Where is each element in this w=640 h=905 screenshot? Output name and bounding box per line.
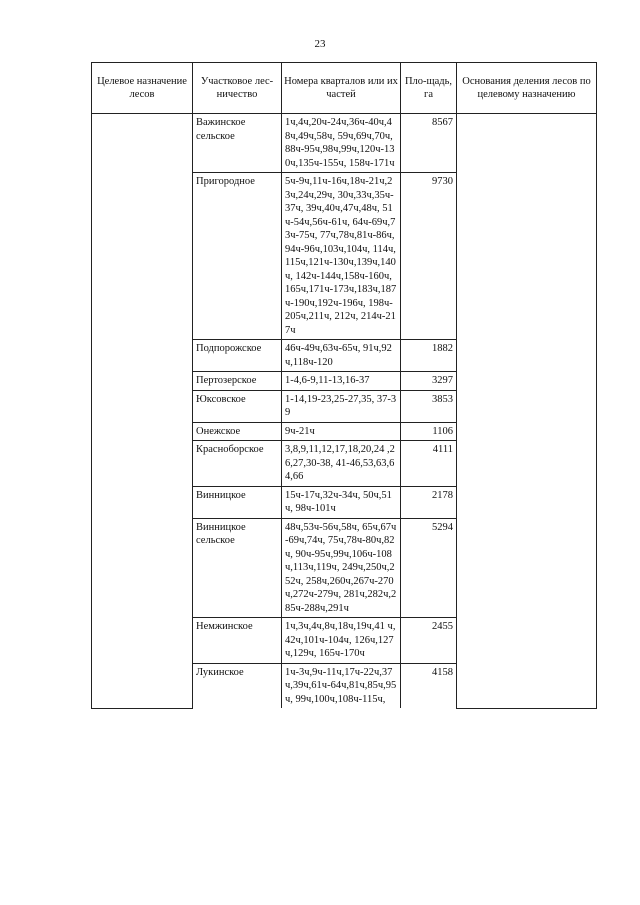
quarter-numbers-cell: 48ч,53ч-56ч,58ч, 65ч,67ч-69ч,74ч, 75ч,78ч-80ч,82ч, 90ч-95ч,99ч,106ч-108ч,113ч,119ч, 249ч,250ч,252ч, 258ч,260ч,267ч-270ч,272ч-279ч, 281ч,282ч,285ч-288ч,291ч: [282, 518, 401, 618]
area-cell: 1882: [401, 340, 457, 372]
area-cell: 2455: [401, 618, 457, 664]
quarter-numbers-cell: 5ч-9ч,11ч-16ч,18ч-21ч,23ч,24ч,29ч, 30ч,33ч,35ч-37ч, 39ч,40ч,47ч,48ч, 51ч-54ч,56ч-61ч, 64ч-69ч,73ч-75ч, 77ч,78ч,81ч-86ч, 94ч-96ч,103ч,104ч, 114ч,115ч,121ч-130ч,139ч,140ч, 142ч-144ч,158ч-160ч,165ч,171ч-173ч,183ч,187ч-190ч,192ч-196ч, 198ч-205ч,211ч, 212ч, 214ч-217ч: [282, 173, 401, 340]
district-name-cell: Лукинское: [193, 663, 282, 708]
area-cell: 3297: [401, 372, 457, 391]
header-division-basis: Основания деления лесов по целевому назначению: [457, 63, 597, 114]
purpose-cell: [92, 114, 193, 709]
district-name-cell: Немжинское: [193, 618, 282, 664]
header-area: Пло-щадь, га: [401, 63, 457, 114]
quarter-numbers-cell: 9ч-21ч: [282, 422, 401, 441]
table-body: [92, 114, 597, 709]
quarter-numbers-cell: 3,8,9,11,12,17,18,20,24 ,26,27,30-38, 41-46,53,63,64,66: [282, 441, 401, 487]
quarter-numbers-cell: 1ч,4ч,20ч-24ч,36ч-40ч,48ч,49ч,58ч, 59ч,69ч,70ч,88ч-95ч,98ч,99ч,120ч-130ч,135ч-155ч, 158ч-171ч: [282, 114, 401, 173]
quarter-numbers-cell: 1ч-3ч,9ч-11ч,17ч-22ч,37ч,39ч,61ч-64ч,81ч,85ч,95ч, 99ч,100ч,108ч-115ч,: [282, 663, 401, 708]
forest-allocation-table: [91, 62, 597, 709]
page-number: 23: [314, 38, 326, 50]
area-cell: 3853: [401, 390, 457, 422]
area-cell: 5294: [401, 518, 457, 618]
area-cell: 2178: [401, 486, 457, 518]
district-name-cell: Юксовское: [193, 390, 282, 422]
district-name-cell: Подпорожское: [193, 340, 282, 372]
district-name-cell: Красноборское: [193, 441, 282, 487]
header-district-forestry: Участковое лес-ничество: [193, 63, 282, 114]
district-name-cell: Пригородное: [193, 173, 282, 340]
quarter-numbers-cell: 15ч-17ч,32ч-34ч, 50ч,51ч, 98ч-101ч: [282, 486, 401, 518]
area-cell: 8567: [401, 114, 457, 173]
quarter-numbers-cell: 46ч-49ч,63ч-65ч, 91ч,92ч,118ч-120: [282, 340, 401, 372]
division-basis-cell: [457, 114, 597, 709]
quarter-numbers-cell: 1-4,6-9,11-13,16-37: [282, 372, 401, 391]
quarter-numbers-cell: 1ч,3ч,4ч,8ч,18ч,19ч,41 ч,42ч,101ч-104ч, 126ч,127ч,129ч, 165ч-170ч: [282, 618, 401, 664]
table-header-row: [92, 63, 597, 114]
area-cell: 4158: [401, 663, 457, 708]
area-cell: 1106: [401, 422, 457, 441]
district-name-cell: Винницкое сельское: [193, 518, 282, 618]
quarter-numbers-cell: 1-14,19-23,25-27,35, 37-39: [282, 390, 401, 422]
area-cell: 4111: [401, 441, 457, 487]
district-name-cell: Онежское: [193, 422, 282, 441]
header-quarter-numbers: Номера кварталов или их частей: [282, 63, 401, 114]
district-name-cell: Винницкое: [193, 486, 282, 518]
area-cell: 9730: [401, 173, 457, 340]
district-name-cell: Важинское сельское: [193, 114, 282, 173]
table-row: [92, 114, 597, 173]
district-name-cell: Пертозерское: [193, 372, 282, 391]
header-purpose: Целевое назначение лесов: [92, 63, 193, 114]
